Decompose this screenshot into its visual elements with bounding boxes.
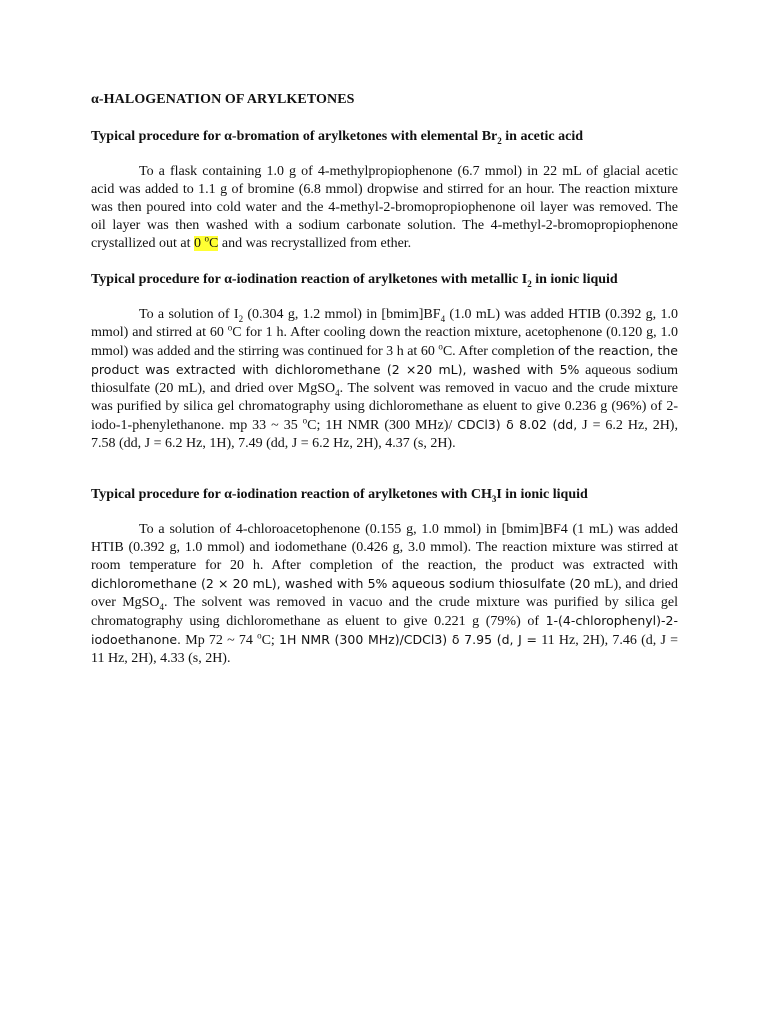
procedure-paragraph-iodination-i2: To a solution of $I_2$ (0.304 g, 1.2 mmol) in $[bmim]BF_4$ (1.0 mL) was added HTIB (0.392 g, 1.0 mmol) and stirred at 60 $^o$C for 1 h. After cooling down the reaction mixture, acetophenone (0.120 g, 1.0 mmol) was added and the stirring was continued for 3 h at 60 $^o$C. After completion of the reaction, the product was extracted with dichloromethane (2 ×20 mL), washed with 5% aqueous sodium thiosulfate (20 mL), and dried over MgSO$_4$. The solvent was removed in vacuo and the crude mixture was purified by silica gel chromatography using dichloromethane as eluent to give 0.236 g (96%) of 2- iodo-1-phenylethanone. mp 33 ~ 35 $^o$C; 1H NMR (300 MHz)/ CDCl3) δ 8.02 (dd, J = 6.2 Hz, 2H), 7.58 (dd, J = 6.2 Hz, 1H), 7.49 (dd, J = 6.2 Hz, 2H), 4.37 (s, 2H). [91, 307, 679, 451]
section-heading-iodination-i2: Typical procedure for α-iodination reaction of arylketones with metallic $I_2$ in ionic liquid [91, 272, 618, 289]
section-heading-iodination-ch3i: Typical procedure for α-iodination reaction of arylketones with $CH_3I$ in ionic liquid [91, 487, 588, 504]
procedure-paragraph-bromination: To a flask containing 1.0 g of 4-methylpropiophenone (6.7 mmol) in 22 mL of glacial acetic acid was added to 1.1 g of bromine (6.8 mmol) dropwise and stirred for an hour. The reaction mixture was then poured into cold water and the 4-methyl-2-bromopropiophenone oil layer was removed. The oil layer was then washed with a sodium carbonate solution. The 4-methyl-2-bromopropiophenone crystallized out at 0 $^o$C and was recrystallized from ether. [91, 164, 678, 251]
highlighted-temperature: 0 $^o$C [194, 233, 219, 251]
section-heading-bromination: Typical procedure for α-bromation of arylketones with elemental $Br_2$ in acetic acid [91, 129, 584, 146]
procedure-paragraph-iodination-ch3i: To a solution of 4-chloroacetophenone (0.155 g, 1.0 mmol) in [bmim]BF4 (1 mL) was added HTIB (0.392 g, 1.0 mmol) and iodomethane (0.426 g, 3.0 mmol). The reaction mixture was stirred at room temperature for 20 h. After completion of the reaction, the product was extracted with dichloromethane (2 × 20 mL), washed with 5% aqueous sodium thiosulfate (20 mL), and dried over MgSO$_4$. The solvent was removed in vacuo and the crude mixture was purified by silica gel chromatography using dichloromethane as eluent to give 0.221 g (79%) of 1-(4-chlorophenyl)-2-iodoethanone. Mp 72 ~ 74 $^o$C; 1H NMR (300 MHz)/CDCl3) δ 7.95 (d, J = 11 Hz, 2H), 7.46 (d, J = 11 Hz, 2H), 4.33 (s, 2H). [91, 522, 678, 666]
page-title: α-HALOGENATION OF ARYLKETONES [91, 92, 355, 107]
